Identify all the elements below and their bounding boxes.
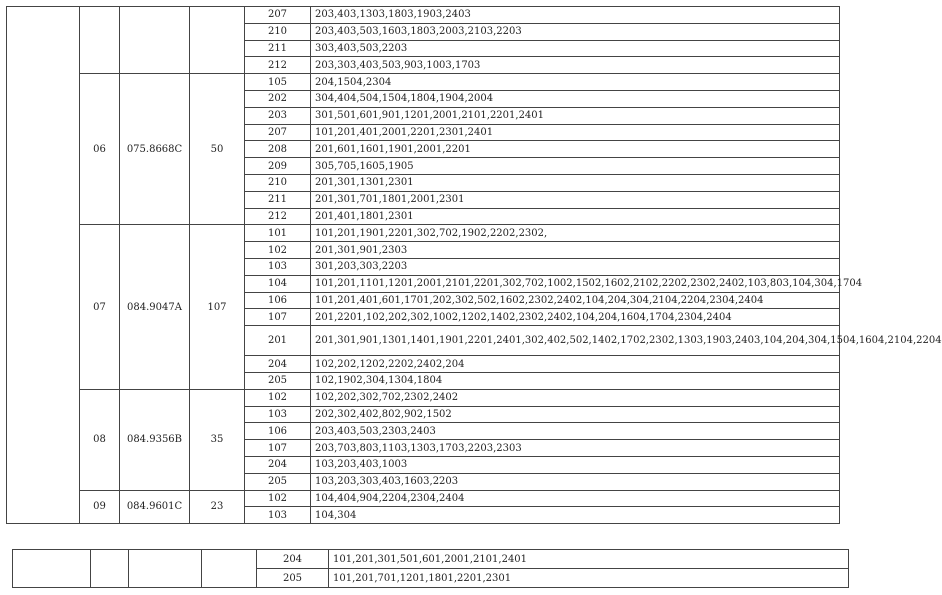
values-cell: 301,203,303,2203	[311, 258, 840, 275]
values-cell: 101,201,1101,1201,2001,2101,2201,302,702,1002,1502,1602,2102,2202,2302,2402,103,803,104,304,1704	[311, 275, 840, 292]
group-count-cell: 107	[190, 225, 245, 389]
unit-cell: 212	[245, 57, 311, 74]
values-cell: 104,304	[311, 507, 840, 524]
unit-cell: 104	[245, 275, 311, 292]
values-cell: 203,303,403,503,903,1003,1703	[311, 57, 840, 74]
unit-cell: 211	[245, 40, 311, 57]
values-cell: 203,403,503,1603,1803,2003,2103,2203	[311, 23, 840, 40]
values-cell: 203,703,803,1103,1303,1703,2203,2303	[311, 440, 840, 457]
values-cell: 201,601,1601,1901,2001,2201	[311, 141, 840, 158]
unit-cell: 203	[245, 107, 311, 124]
allocation-table	[6, 6, 942, 524]
continuation-table-body	[13, 550, 849, 588]
values-cell: 201,301,901,1301,1401,1901,2201,2401,302,402,502,1402,1702,2302,1303,1903,2403,104,204,304,1504,1604,2104,2204	[311, 326, 840, 356]
unit-cell: 210	[245, 23, 311, 40]
table-row	[7, 7, 840, 24]
group-code-cell: 084.9047A	[120, 225, 190, 389]
unit-cell: 205	[245, 473, 311, 490]
group-count-cell: 23	[190, 490, 245, 524]
unit-cell: 205	[257, 569, 329, 588]
values-cell: 102,202,302,702,2302,2402	[311, 389, 840, 406]
values-cell: 102,202,1202,2202,2402,204	[311, 356, 840, 373]
values-cell: 202,302,402,802,902,1502	[311, 406, 840, 423]
values-cell: 305,705,1605,1905	[311, 158, 840, 175]
unit-cell: 101	[245, 225, 311, 242]
table-row	[13, 550, 849, 569]
unit-cell: 209	[245, 158, 311, 175]
values-cell: 101,201,1901,2201,302,702,1902,2202,2302,	[311, 225, 840, 242]
empty-code-cell	[120, 7, 190, 74]
table-row	[7, 74, 840, 91]
group-no-cell: 07	[80, 225, 120, 389]
group-no-cell: 08	[80, 389, 120, 490]
unit-cell: 105	[245, 74, 311, 91]
continuation-blank-2	[91, 550, 129, 588]
values-cell: 101,201,401,601,1701,202,302,502,1602,2302,2402,104,204,304,2104,2204,2304,2404	[311, 292, 840, 309]
values-cell: 203,403,1303,1803,1903,2403	[311, 7, 840, 24]
unit-cell: 202	[245, 90, 311, 107]
unit-cell: 103	[245, 507, 311, 524]
values-cell: 201,301,1301,2301	[311, 174, 840, 191]
values-cell: 103,203,403,1003	[311, 456, 840, 473]
unit-cell: 204	[245, 356, 311, 373]
group-code-cell: 084.9601C	[120, 490, 190, 524]
continuation-blank-3	[129, 550, 202, 588]
unit-cell: 204	[245, 456, 311, 473]
group-no-cell: 06	[80, 74, 120, 225]
continuation-blank-1	[13, 550, 91, 588]
values-cell: 101,201,701,1201,1801,2201,2301	[329, 569, 849, 588]
group-no-cell: 09	[80, 490, 120, 524]
values-cell: 201,401,1801,2301	[311, 208, 840, 225]
continuation-blank-4	[202, 550, 257, 588]
empty-no-cell	[80, 7, 120, 74]
values-cell: 102,1902,304,1304,1804	[311, 372, 840, 389]
table-row	[7, 225, 840, 242]
unit-cell: 201	[245, 326, 311, 356]
group-count-cell: 35	[190, 389, 245, 490]
unit-cell: 107	[245, 309, 311, 326]
unit-cell: 211	[245, 191, 311, 208]
values-cell: 201,2201,102,202,302,1002,1202,1402,2302,2402,104,204,1604,1704,2304,2404	[311, 309, 840, 326]
unit-cell: 212	[245, 208, 311, 225]
unit-cell: 103	[245, 258, 311, 275]
unit-cell: 102	[245, 490, 311, 507]
unit-cell: 102	[245, 242, 311, 259]
unit-cell: 106	[245, 292, 311, 309]
values-cell: 304,404,504,1504,1804,1904,2004	[311, 90, 840, 107]
values-cell: 203,403,503,2303,2403	[311, 423, 840, 440]
unit-cell: 204	[257, 550, 329, 569]
values-cell: 101,201,401,2001,2201,2301,2401	[311, 124, 840, 141]
unit-cell: 102	[245, 389, 311, 406]
unit-cell: 207	[245, 7, 311, 24]
unit-cell: 207	[245, 124, 311, 141]
unit-cell: 210	[245, 174, 311, 191]
values-cell: 301,501,601,901,1201,2001,2101,2201,2401	[311, 107, 840, 124]
values-cell: 204,1504,2304	[311, 74, 840, 91]
group-code-cell: 075.8668C	[120, 74, 190, 225]
allocation-table-body	[7, 7, 942, 524]
unit-cell: 205	[245, 372, 311, 389]
unit-cell: 107	[245, 440, 311, 457]
unit-cell: 208	[245, 141, 311, 158]
values-cell: 201,301,701,1801,2001,2301	[311, 191, 840, 208]
values-cell: 104,404,904,2204,2304,2404	[311, 490, 840, 507]
continuation-table	[12, 549, 849, 588]
values-cell: 201,301,901,2303	[311, 242, 840, 259]
group-code-cell: 084.9356B	[120, 389, 190, 490]
outer-merged-cell	[7, 7, 80, 524]
group-count-cell: 50	[190, 74, 245, 225]
values-cell: 303,403,503,2203	[311, 40, 840, 57]
values-cell: 103,203,303,403,1603,2203	[311, 473, 840, 490]
table-row	[7, 389, 840, 406]
empty-count-cell	[190, 7, 245, 74]
unit-cell: 103	[245, 406, 311, 423]
table-row	[7, 490, 840, 507]
values-cell: 101,201,301,501,601,2001,2101,2401	[329, 550, 849, 569]
unit-cell: 106	[245, 423, 311, 440]
